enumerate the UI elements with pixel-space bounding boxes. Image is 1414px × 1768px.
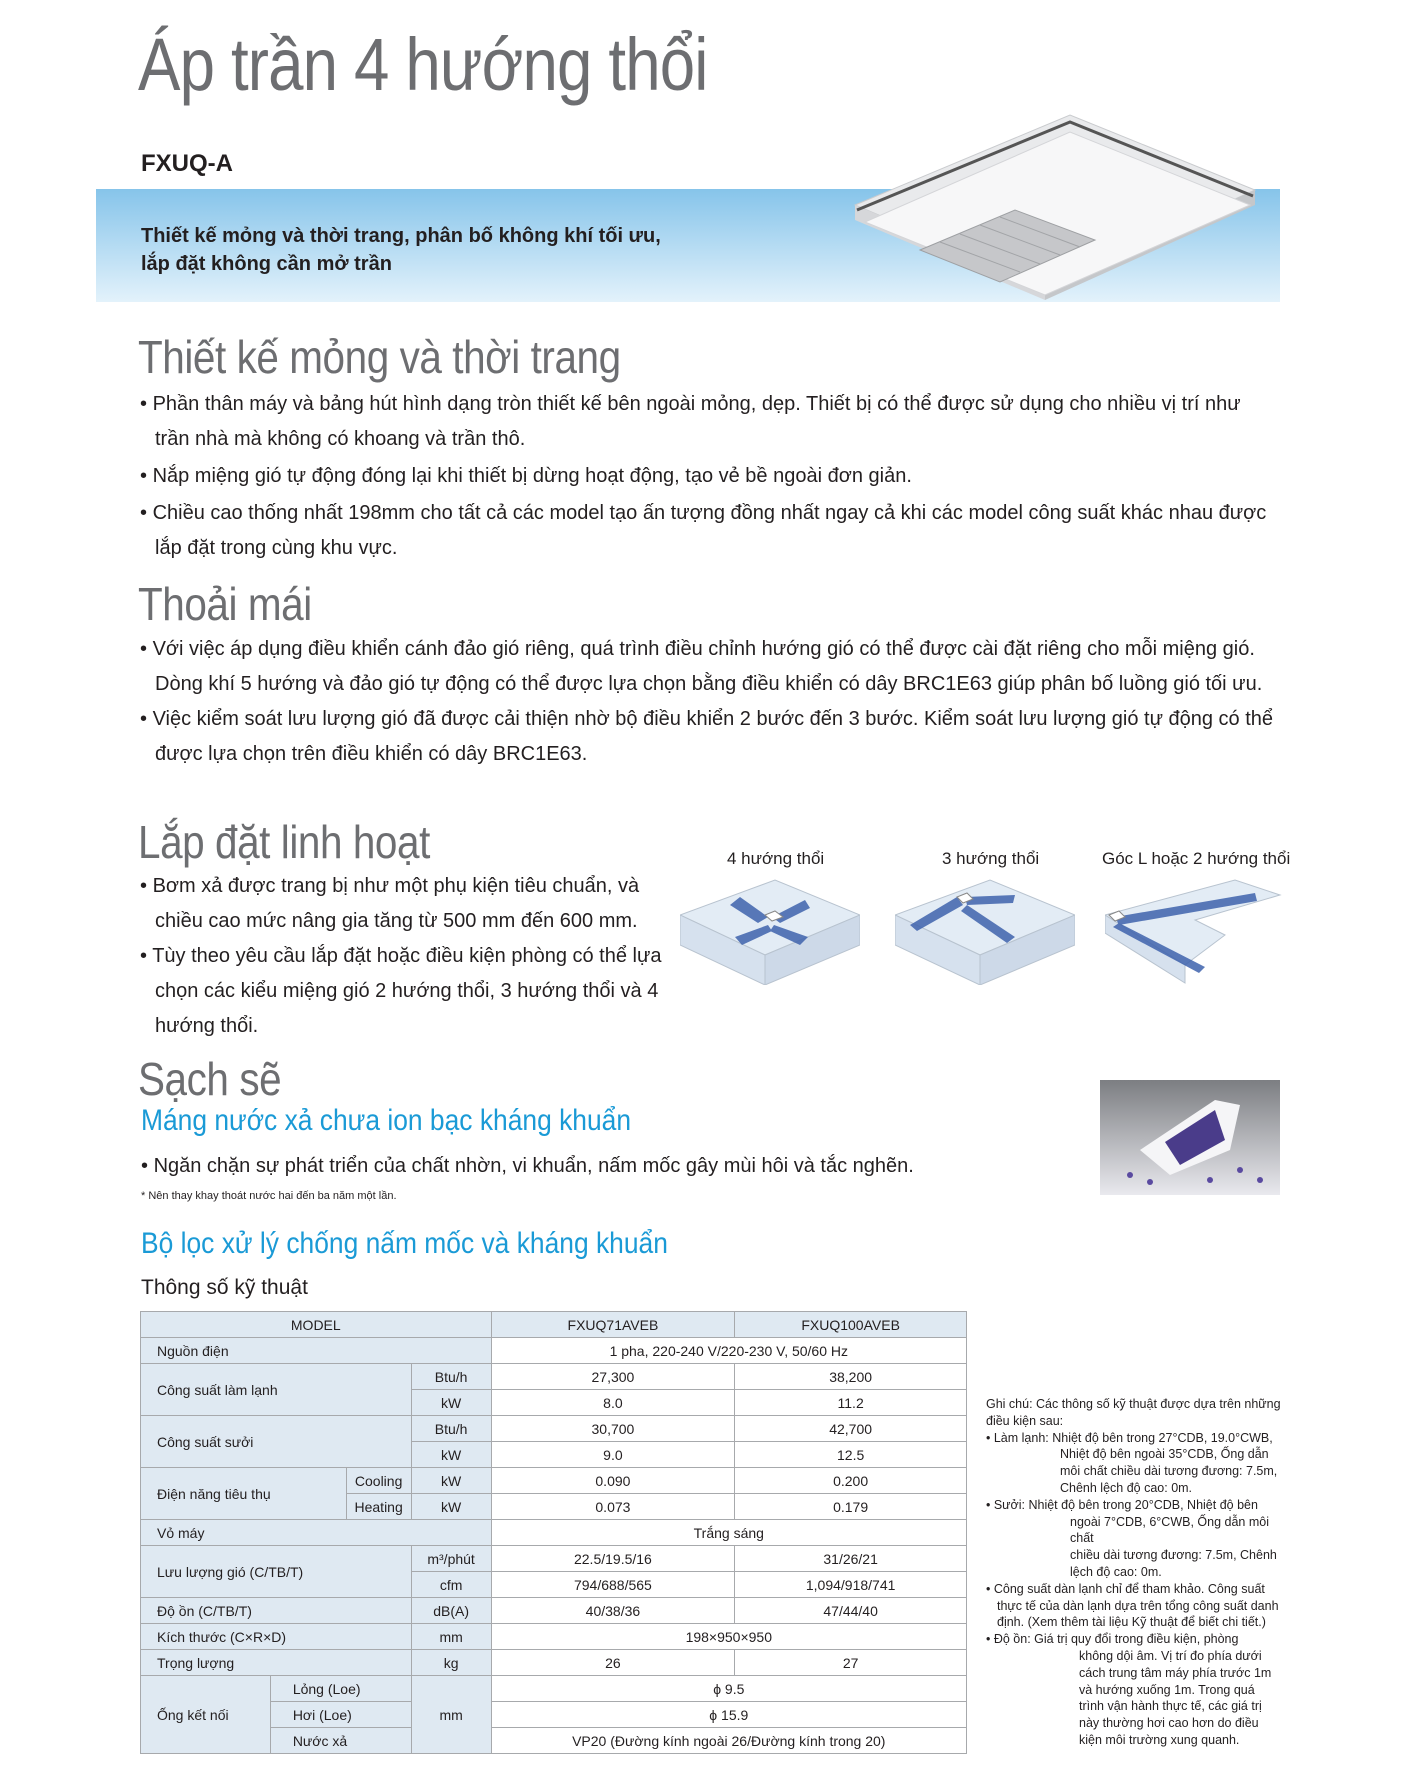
section-heading-design: Thiết kế mỏng và thời trang [138,331,621,383]
table-row-cooling-kw: kW 8.0 11.2 [141,1390,967,1416]
drain-pan-footnote: * Nên thay khay thoát nước hai đến ba năm một lần. [141,1190,397,1202]
table-row-piping-gas: Hơi (Loe) ϕ 15.9 [141,1702,967,1728]
table-row-power-supply: Nguồn điện 1 pha, 220-240 V/220-230 V, 50/60 Hz [141,1338,967,1364]
note-cooling: • Làm lạnh: Nhiệt độ bên trong 27°CDB, 19.0°CWB, Nhiệt độ bên ngoài 35°CDB, Ống dẫn môi chất chiều dài tương đương: 7.5m, Chênh lệch độ cao: 0m. [986,1430,1278,1495]
table-row-header: MODEL FXUQ71AVEB FXUQ100AVEB [141,1312,967,1338]
table-row-sound: Độ ồn (C/TB/T) dB(A) 40/38/36 47/44/40 [141,1598,967,1624]
subheading-filter: Bộ lọc xử lý chống nấm mốc và kháng khuẩn [141,1227,668,1260]
design-bullet-1: • Phần thân máy và bảng hút hình dạng tròn thiết kế bên ngoài mỏng, dẹp. Thiết bị có thể được sử dụng cho nhiều vị trí như trần nhà mà không có khoang và trần thô. [140,387,1280,457]
diagram-3-way-airflow [895,875,1075,985]
table-row-piping-liquid: Ống kết nối Lỏng (Loe) mm ϕ 9.5 [141,1676,967,1702]
table-row-airflow-m3: Lưu lượng gió (C/TB/T) m³/phút 22.5/19.5/16 31/26/21 [141,1546,967,1572]
diagram-4-way-airflow [680,875,860,985]
design-bullet-3: • Chiều cao thống nhất 198mm cho tất cả các model tạo ấn tượng đồng nhất ngay cả khi các model công suất khác nhau được lắp đặt trong cùng khu vực. [140,496,1280,566]
section-heading-install: Lắp đặt linh hoạt [138,816,430,868]
section-heading-clean: Sạch sẽ [138,1053,282,1105]
note-capacity: • Công suất dàn lạnh chỉ để tham khảo. Công suất thực tế của dàn lạnh dựa trên tổng công suất danh định. (Xem thêm tài liệu Kỹ thuật để biết chi tiết.) [986,1581,1279,1630]
note-heating: • Sưởi: Nhiệt độ bên trong 20°CDB, Nhiệt độ bên ngoài 7°CDB, 6°CWB, Ống dẫn môi chất chiều dài tương đương: 7.5m, Chênh lệch độ cao: 0m. [986,1497,1277,1579]
install-bullets [140,869,680,1044]
table-row-casing: Vỏ máy Trắng sáng [141,1520,967,1546]
diagram-label-4-way: 4 hướng thổi [727,849,825,868]
tagline [141,222,661,278]
drain-pan-photo [1100,1080,1280,1195]
comfort-bullet-2: • Việc kiểm soát lưu lượng gió đã được cải thiện nhờ bộ điều khiển 2 bước đến 3 bước. Kiểm soát lưu lượng gió tự động có thể được lựa chọn trên điều khiển có dây BRC1E63. [140,702,1280,772]
table-row-dimensions: Kích thước (C×R×D) mm 198×950×950 [141,1624,967,1650]
model-code: FXUQ-A [141,150,233,177]
tagline-line-1: Thiết kế mỏng và thời trang, phân bố không khí tối ưu, [141,225,661,247]
page-title: Áp trần 4 hướng thổi [138,23,708,106]
table-row-weight: Trọng lượng kg 26 27 [141,1650,967,1676]
tagline-line-2: lắp đặt không cần mở trần [141,253,392,275]
section-heading-comfort: Thoải mái [138,578,312,630]
clean-bullets [141,1149,1041,1184]
diagram-label-3-way: 3 hướng thổi [942,849,1040,868]
subheading-drain-pan: Máng nước xả chưa ion bạc kháng khuẩn [141,1104,632,1137]
clean-bullet-1: • Ngăn chặn sự phát triển của chất nhờn, vi khuẩn, nấm mốc gây mùi hôi và tắc nghẽn. [141,1149,1041,1184]
table-row-cooling-btu: Công suất làm lạnh Btu/h 27,300 38,200 [141,1364,967,1390]
comfort-bullet-1: • Với việc áp dụng điều khiển cánh đảo gió riêng, quá trình điều chỉnh hướng gió có thể được cài đặt riêng cho mỗi miệng gió. Dòng khí 5 hướng và đảo gió tự động có thể được lựa chọn bằng điều khiển có dây BRC1E63 giúp phân bố luồng gió tối ưu. [140,632,1280,702]
table-row-power-cooling: Điện năng tiêu thụ Cooling kW 0.090 0.200 [141,1468,967,1494]
table-row-power-heating: Heating kW 0.073 0.179 [141,1494,967,1520]
install-bullet-1: • Bơm xả được trang bị như một phụ kiện tiêu chuẩn, và chiều cao mức nâng gia tăng từ 500 mm đến 600 mm. [140,869,680,939]
spec-title: Thông số kỹ thuật [141,1276,308,1299]
diagram-l-corner-airflow [1105,875,1285,985]
ceiling-cassette-unit-image [845,110,1265,305]
table-row-heating-kw: kW 9.0 12.5 [141,1442,967,1468]
spec-table [140,1311,967,1754]
table-row-piping-drain: Nước xả VP20 (Đường kính ngoài 26/Đường kính trong 20) [141,1728,967,1754]
table-row-airflow-cfm: cfm 794/688/565 1,094/918/741 [141,1572,967,1598]
note-sound: • Độ ồn: Giá trị quy đổi trong điều kiện, phòng không dội âm. Vị trí đo phía dưới cách trung tâm máy phía trước 1m và hướng xuống 1m. Trong quá trình vận hành thực tế, các giá trị này thường hơi cao hơn do điều kiện môi trường xung quanh. [986,1632,1272,1747]
design-bullet-2: • Nắp miệng gió tự động đóng lại khi thiết bị dừng hoạt động, tạo vẻ bề ngoài đơn giản. [140,459,1280,494]
table-row-heating-btu: Công suất sưởi Btu/h 30,700 42,700 [141,1416,967,1442]
comfort-bullets [140,632,1280,772]
install-bullet-2: • Tùy theo yêu cầu lắp đặt hoặc điều kiện phòng có thể lựa chọn các kiểu miệng gió 2 hướng thổi, 3 hướng thổi và 4 hướng thổi. [140,939,680,1044]
spec-notes: Ghi chú: Các thông số kỹ thuật được dựa trên những điều kiện sau: • Làm lạnh: Nhiệt độ bên trong 27°CDB, 19.0°CWB, Nhiệt độ bên ngoài 35°CDB, Ống dẫn môi chất chiều dài tương đương: 7.5m, Chênh lệch độ cao: 0m. • Sưởi: Nhiệt độ bên trong 20°CDB, Nhiệt độ bên ngoài 7°CDB, 6°CWB, Ống dẫn môi chất chiều dài tương đương: 7.5m, Chênh lệch độ cao: 0m. • Công suất dàn lạnh chỉ để tham khảo. Công suất thực tế của dàn lạnh dựa trên tổng công suất danh định. (Xem thêm tài liệu Kỹ thuật để biết chi tiết.) • Độ ồn: Giá trị quy đổi trong điều kiện, phòng không dội âm. Vị trí đo phía dưới cách trung tâm máy phía trước 1m và hướng xuống 1m. Trong quá trình vận hành thực tế, các giá trị này thường hơi cao hơn do điều kiện môi trường xung quanh. [986,1396,1286,1749]
diagram-label-l-corner: Góc L hoặc 2 hướng thổi [1102,849,1291,868]
design-bullets [140,387,1280,566]
